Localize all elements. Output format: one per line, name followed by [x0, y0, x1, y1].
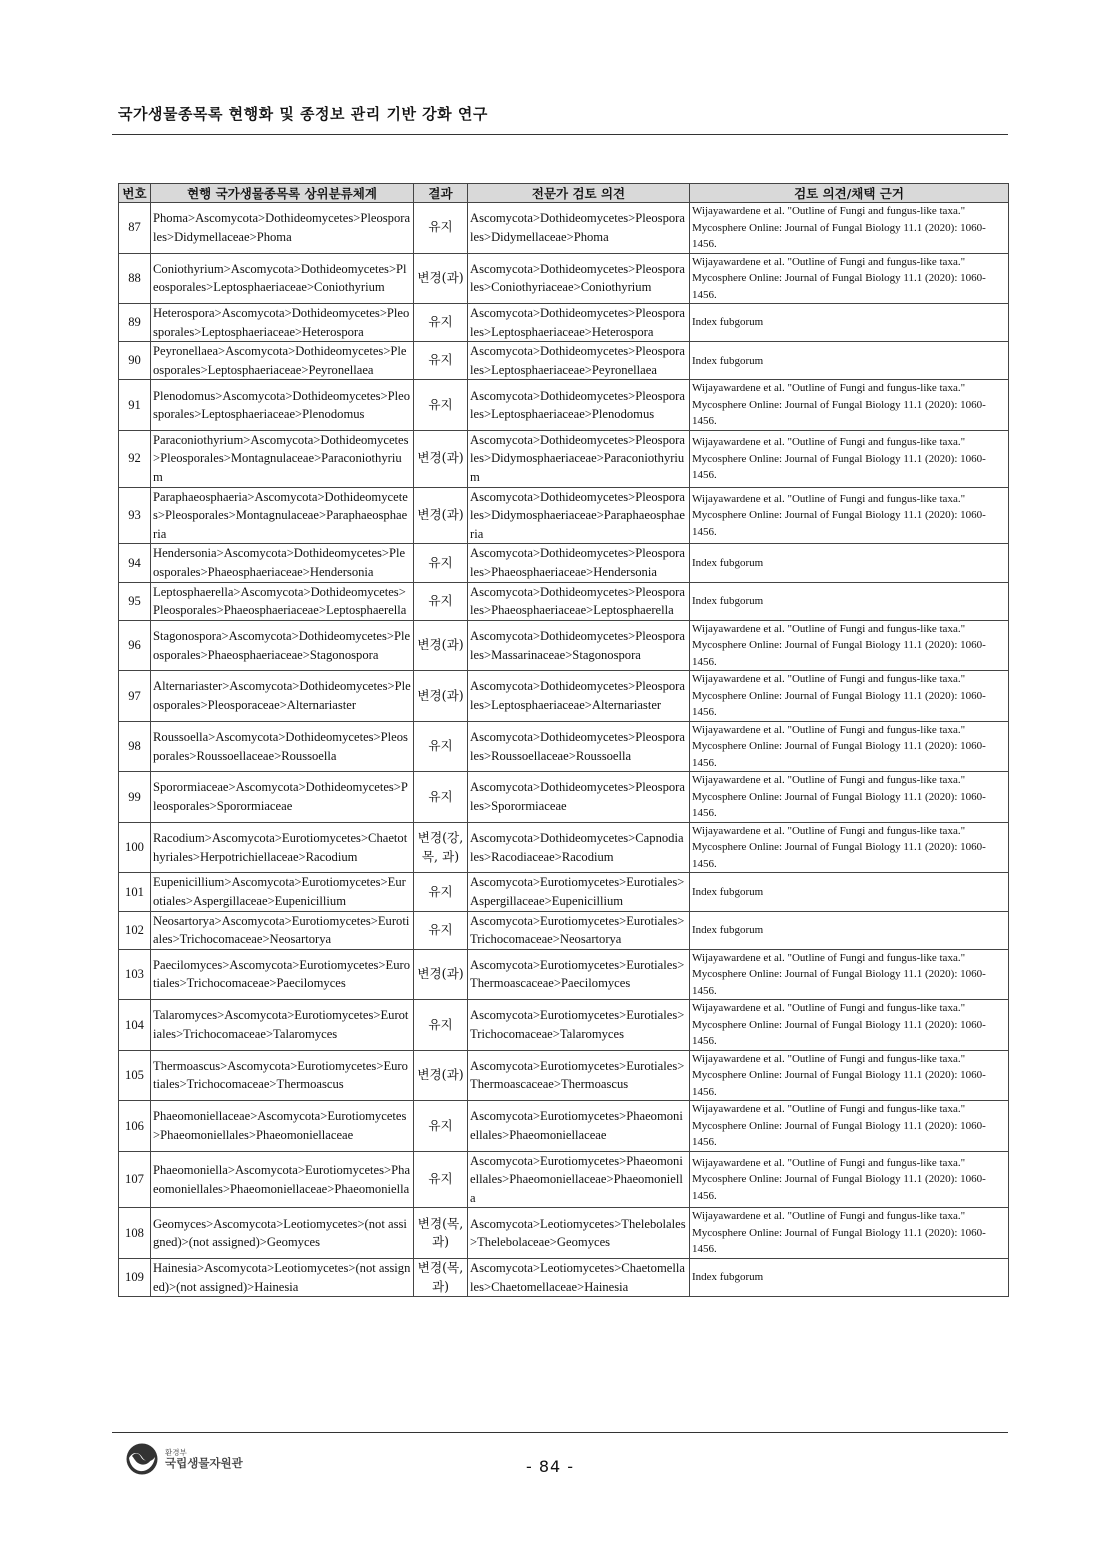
logo-ministry-label: 환경부: [165, 1448, 187, 1457]
cell-result: 변경(목, 과): [414, 1208, 468, 1259]
cell-number: 109: [119, 1258, 151, 1296]
cell-number: 90: [119, 342, 151, 380]
table-row: [119, 380, 1009, 431]
cell-review-basis: Index fubgorum: [690, 342, 1009, 380]
cell-current-classification: Heterospora>Ascomycota>Dothideomycetes>Pleosporales>Leptosphaeriaceae>Heterospora: [151, 304, 414, 342]
column-header-review-basis: 검토 의견/채택 근거: [690, 184, 1009, 203]
cell-current-classification: Sporormiaceae>Ascomycota>Dothideomycetes>Pleosporales>Sporormiaceae: [151, 772, 414, 823]
cell-result: 변경(과): [414, 1050, 468, 1101]
cell-expert-opinion: Ascomycota>Dothideomycetes>Pleosporales>Sporormiaceae: [468, 772, 690, 823]
cell-review-basis: Wijayawardene et al. "Outline of Fungi and fungus-like taxa." Mycosphere Online: Journal of Fungal Biology 11.1 (2020): 1060-1456.: [690, 1101, 1009, 1152]
cell-expert-opinion: Ascomycota>Leotiomycetes>Thelebolales>Thelebolaceae>Geomyces: [468, 1208, 690, 1259]
cell-current-classification: Eupenicillium>Ascomycota>Eurotiomycetes>Eurotiales>Aspergillaceae>Eupenicillium: [151, 873, 414, 911]
cell-review-basis: Wijayawardene et al. "Outline of Fungi and fungus-like taxa." Mycosphere Online: Journal of Fungal Biology 11.1 (2020): 1060-1456.: [690, 1151, 1009, 1208]
table-row: [119, 911, 1009, 949]
table-row: [119, 620, 1009, 671]
cell-review-basis: Wijayawardene et al. "Outline of Fungi and fungus-like taxa." Mycosphere Online: Journal of Fungal Biology 11.1 (2020): 1060-1456.: [690, 203, 1009, 254]
cell-review-basis: Wijayawardene et al. "Outline of Fungi and fungus-like taxa." Mycosphere Online: Journal of Fungal Biology 11.1 (2020): 1060-1456.: [690, 1208, 1009, 1259]
cell-number: 93: [119, 487, 151, 544]
cell-current-classification: Paraphaeosphaeria>Ascomycota>Dothideomycetes>Pleosporales>Montagnulaceae>Paraphaeosphaeria: [151, 487, 414, 544]
cell-expert-opinion: Ascomycota>Eurotiomycetes>Eurotiales>Trichocomaceae>Talaromyces: [468, 1000, 690, 1051]
table-row: [119, 1151, 1009, 1208]
cell-number: 102: [119, 911, 151, 949]
cell-number: 108: [119, 1208, 151, 1259]
cell-review-basis: Index fubgorum: [690, 304, 1009, 342]
cell-result: 변경(과): [414, 671, 468, 722]
cell-review-basis: Wijayawardene et al. "Outline of Fungi and fungus-like taxa." Mycosphere Online: Journal of Fungal Biology 11.1 (2020): 1060-1456.: [690, 253, 1009, 304]
cell-current-classification: Roussoella>Ascomycota>Dothideomycetes>Pleosporales>Roussoellaceae>Roussoella: [151, 721, 414, 772]
cell-number: 103: [119, 949, 151, 1000]
cell-number: 98: [119, 721, 151, 772]
cell-number: 104: [119, 1000, 151, 1051]
cell-review-basis: Wijayawardene et al. "Outline of Fungi and fungus-like taxa." Mycosphere Online: Journal of Fungal Biology 11.1 (2020): 1060-1456.: [690, 620, 1009, 671]
cell-result: 유지: [414, 911, 468, 949]
table-row: [119, 721, 1009, 772]
cell-expert-opinion: Ascomycota>Dothideomycetes>Pleosporales>Leptosphaeriaceae>Alternariaster: [468, 671, 690, 722]
cell-number: 99: [119, 772, 151, 823]
cell-expert-opinion: Ascomycota>Dothideomycetes>Pleosporales>Coniothyriaceae>Coniothyrium: [468, 253, 690, 304]
table-row: [119, 949, 1009, 1000]
cell-expert-opinion: Ascomycota>Eurotiomycetes>Eurotiales>Trichocomaceae>Neosartorya: [468, 911, 690, 949]
cell-result: 유지: [414, 582, 468, 620]
cell-number: 89: [119, 304, 151, 342]
cell-review-basis: Wijayawardene et al. "Outline of Fungi and fungus-like taxa." Mycosphere Online: Journal of Fungal Biology 11.1 (2020): 1060-1456.: [690, 1050, 1009, 1101]
cell-current-classification: Geomyces>Ascomycota>Leotiomycetes>(not assigned)>(not assigned)>Geomyces: [151, 1208, 414, 1259]
cell-number: 87: [119, 203, 151, 254]
cell-expert-opinion: Ascomycota>Eurotiomycetes>Eurotiales>Thermoascaceae>Paecilomyces: [468, 949, 690, 1000]
cell-number: 105: [119, 1050, 151, 1101]
column-header-result: 결과: [414, 184, 468, 203]
cell-review-basis: Index fubgorum: [690, 544, 1009, 582]
table-row: [119, 772, 1009, 823]
cell-expert-opinion: Ascomycota>Leotiomycetes>Chaetomellales>Chaetomellaceae>Hainesia: [468, 1258, 690, 1296]
footer-divider: [112, 1432, 1008, 1433]
cell-number: 106: [119, 1101, 151, 1152]
page-number: - 84 -: [525, 1457, 575, 1476]
cell-expert-opinion: Ascomycota>Dothideomycetes>Capnodiales>Racodiaceae>Racodium: [468, 822, 690, 873]
taxonomy-review-table: [118, 183, 1008, 1297]
cell-result: 변경(과): [414, 430, 468, 487]
cell-result: 유지: [414, 304, 468, 342]
cell-expert-opinion: Ascomycota>Dothideomycetes>Pleosporales>Massarinaceae>Stagonospora: [468, 620, 690, 671]
cell-current-classification: Talaromyces>Ascomycota>Eurotiomycetes>Eurotiales>Trichocomaceae>Talaromyces: [151, 1000, 414, 1051]
table-row: [119, 822, 1009, 873]
cell-result: 변경(과): [414, 949, 468, 1000]
page-header-title: 국가생물종목록 현행화 및 종정보 관리 기반 강화 연구: [118, 105, 488, 123]
cell-result: 변경(과): [414, 620, 468, 671]
cell-current-classification: Coniothyrium>Ascomycota>Dothideomycetes>Pleosporales>Leptosphaeriaceae>Coniothyrium: [151, 253, 414, 304]
cell-review-basis: Wijayawardene et al. "Outline of Fungi and fungus-like taxa." Mycosphere Online: Journal of Fungal Biology 11.1 (2020): 1060-1456.: [690, 772, 1009, 823]
cell-current-classification: Phoma>Ascomycota>Dothideomycetes>Pleosporales>Didymellaceae>Phoma: [151, 203, 414, 254]
cell-result: 변경(과): [414, 487, 468, 544]
cell-review-basis: Wijayawardene et al. "Outline of Fungi and fungus-like taxa." Mycosphere Online: Journal of Fungal Biology 11.1 (2020): 1060-1456.: [690, 671, 1009, 722]
cell-expert-opinion: Ascomycota>Eurotiomycetes>Eurotiales>Aspergillaceae>Eupenicillium: [468, 873, 690, 911]
table-row: [119, 203, 1009, 254]
cell-current-classification: Thermoascus>Ascomycota>Eurotiomycetes>Eurotiales>Trichocomaceae>Thermoascus: [151, 1050, 414, 1101]
cell-current-classification: Phaeomoniellaceae>Ascomycota>Eurotiomycetes>Phaeomoniellales>Phaeomoniellaceae: [151, 1101, 414, 1152]
table-row: [119, 1208, 1009, 1259]
table-row: [119, 487, 1009, 544]
cell-review-basis: Wijayawardene et al. "Outline of Fungi and fungus-like taxa." Mycosphere Online: Journal of Fungal Biology 11.1 (2020): 1060-1456.: [690, 721, 1009, 772]
cell-current-classification: Paecilomyces>Ascomycota>Eurotiomycetes>Eurotiales>Trichocomaceae>Paecilomyces: [151, 949, 414, 1000]
cell-result: 유지: [414, 342, 468, 380]
table-body: [119, 203, 1009, 1297]
cell-review-basis: Wijayawardene et al. "Outline of Fungi and fungus-like taxa." Mycosphere Online: Journal of Fungal Biology 11.1 (2020): 1060-1456.: [690, 380, 1009, 431]
cell-expert-opinion: Ascomycota>Dothideomycetes>Pleosporales>Leptosphaeriaceae>Plenodomus: [468, 380, 690, 431]
cell-current-classification: Peyronellaea>Ascomycota>Dothideomycetes>Pleosporales>Leptosphaeriaceae>Peyronellaea: [151, 342, 414, 380]
cell-current-classification: Neosartorya>Ascomycota>Eurotiomycetes>Eurotiales>Trichocomaceae>Neosartorya: [151, 911, 414, 949]
cell-number: 91: [119, 380, 151, 431]
cell-expert-opinion: Ascomycota>Dothideomycetes>Pleosporales>Phaeosphaeriaceae>Hendersonia: [468, 544, 690, 582]
cell-current-classification: Phaeomoniella>Ascomycota>Eurotiomycetes>Phaeomoniellales>Phaeomoniellaceae>Phaeomoniella: [151, 1151, 414, 1208]
cell-result: 변경(목, 과): [414, 1258, 468, 1296]
table-row: [119, 582, 1009, 620]
cell-expert-opinion: Ascomycota>Eurotiomycetes>Eurotiales>Thermoascaceae>Thermoascus: [468, 1050, 690, 1101]
table-row: [119, 304, 1009, 342]
cell-result: 변경(강, 목, 과): [414, 822, 468, 873]
cell-number: 95: [119, 582, 151, 620]
cell-review-basis: Index fubgorum: [690, 582, 1009, 620]
cell-number: 92: [119, 430, 151, 487]
logo-institute-name: 국립생물자원관: [165, 1456, 243, 1470]
table-row: [119, 1050, 1009, 1101]
table-row: [119, 342, 1009, 380]
table-row: [119, 671, 1009, 722]
cell-review-basis: Index fubgorum: [690, 1258, 1009, 1296]
cell-review-basis: Index fubgorum: [690, 911, 1009, 949]
table-row: [119, 430, 1009, 487]
column-header-current-classification: 현행 국가생물종목록 상위분류체계: [151, 184, 414, 203]
cell-number: 107: [119, 1151, 151, 1208]
cell-review-basis: Index fubgorum: [690, 873, 1009, 911]
cell-result: 유지: [414, 1151, 468, 1208]
cell-expert-opinion: Ascomycota>Dothideomycetes>Pleosporales>Didymosphaeriaceae>Paraphaeosphaeria: [468, 487, 690, 544]
cell-review-basis: Wijayawardene et al. "Outline of Fungi and fungus-like taxa." Mycosphere Online: Journal of Fungal Biology 11.1 (2020): 1060-1456.: [690, 1000, 1009, 1051]
cell-current-classification: Hainesia>Ascomycota>Leotiomycetes>(not assigned)>(not assigned)>Hainesia: [151, 1258, 414, 1296]
cell-result: 유지: [414, 1101, 468, 1152]
cell-number: 96: [119, 620, 151, 671]
table-row: [119, 873, 1009, 911]
table-header-row: [119, 184, 1009, 203]
cell-result: 유지: [414, 203, 468, 254]
cell-result: 유지: [414, 544, 468, 582]
cell-result: 유지: [414, 721, 468, 772]
table-row: [119, 1101, 1009, 1152]
cell-number: 94: [119, 544, 151, 582]
cell-expert-opinion: Ascomycota>Dothideomycetes>Pleosporales>Phaeosphaeriaceae>Leptosphaerella: [468, 582, 690, 620]
cell-result: 유지: [414, 380, 468, 431]
cell-expert-opinion: Ascomycota>Eurotiomycetes>Phaeomoniellales>Phaeomoniellaceae>Phaeomoniella: [468, 1151, 690, 1208]
cell-current-classification: Racodium>Ascomycota>Eurotiomycetes>Chaetothyriales>Herpotrichiellaceae>Racodium: [151, 822, 414, 873]
table-row: [119, 253, 1009, 304]
cell-result: 유지: [414, 772, 468, 823]
cell-result: 유지: [414, 1000, 468, 1051]
cell-current-classification: Plenodomus>Ascomycota>Dothideomycetes>Pleosporales>Leptosphaeriaceae>Plenodomus: [151, 380, 414, 431]
cell-review-basis: Wijayawardene et al. "Outline of Fungi and fungus-like taxa." Mycosphere Online: Journal of Fungal Biology 11.1 (2020): 1060-1456.: [690, 822, 1009, 873]
cell-review-basis: Wijayawardene et al. "Outline of Fungi and fungus-like taxa." Mycosphere Online: Journal of Fungal Biology 11.1 (2020): 1060-1456.: [690, 430, 1009, 487]
header-divider: [112, 134, 1008, 135]
cell-expert-opinion: Ascomycota>Dothideomycetes>Pleosporales>Leptosphaeriaceae>Peyronellaea: [468, 342, 690, 380]
column-header-number: 번호: [119, 184, 151, 203]
table-row: [119, 1000, 1009, 1051]
cell-current-classification: Hendersonia>Ascomycota>Dothideomycetes>Pleosporales>Phaeosphaeriaceae>Hendersonia: [151, 544, 414, 582]
cell-number: 97: [119, 671, 151, 722]
cell-number: 88: [119, 253, 151, 304]
cell-expert-opinion: Ascomycota>Dothideomycetes>Pleosporales>Didymellaceae>Phoma: [468, 203, 690, 254]
cell-review-basis: Wijayawardene et al. "Outline of Fungi and fungus-like taxa." Mycosphere Online: Journal of Fungal Biology 11.1 (2020): 1060-1456.: [690, 949, 1009, 1000]
cell-expert-opinion: Ascomycota>Dothideomycetes>Pleosporales>Roussoellaceae>Roussoella: [468, 721, 690, 772]
cell-current-classification: Alternariaster>Ascomycota>Dothideomycetes>Pleosporales>Pleosporaceae>Alternariaster: [151, 671, 414, 722]
cell-current-classification: Stagonospora>Ascomycota>Dothideomycetes>Pleosporales>Phaeosphaeriaceae>Stagonospora: [151, 620, 414, 671]
cell-expert-opinion: Ascomycota>Eurotiomycetes>Phaeomoniellales>Phaeomoniellaceae: [468, 1101, 690, 1152]
cell-number: 101: [119, 873, 151, 911]
cell-expert-opinion: Ascomycota>Dothideomycetes>Pleosporales>Leptosphaeriaceae>Heterospora: [468, 304, 690, 342]
table-row: [119, 1258, 1009, 1296]
cell-review-basis: Wijayawardene et al. "Outline of Fungi and fungus-like taxa." Mycosphere Online: Journal of Fungal Biology 11.1 (2020): 1060-1456.: [690, 487, 1009, 544]
column-header-expert-opinion: 전문가 검토 의견: [468, 184, 690, 203]
cell-expert-opinion: Ascomycota>Dothideomycetes>Pleosporales>Didymosphaeriaceae>Paraconiothyrium: [468, 430, 690, 487]
cell-result: 변경(과): [414, 253, 468, 304]
cell-current-classification: Paraconiothyrium>Ascomycota>Dothideomycetes>Pleosporales>Montagnulaceae>Paraconiothyrium: [151, 430, 414, 487]
cell-current-classification: Leptosphaerella>Ascomycota>Dothideomycetes>Pleosporales>Phaeosphaeriaceae>Leptosphaerella: [151, 582, 414, 620]
table-row: [119, 544, 1009, 582]
cell-result: 유지: [414, 873, 468, 911]
cell-number: 100: [119, 822, 151, 873]
